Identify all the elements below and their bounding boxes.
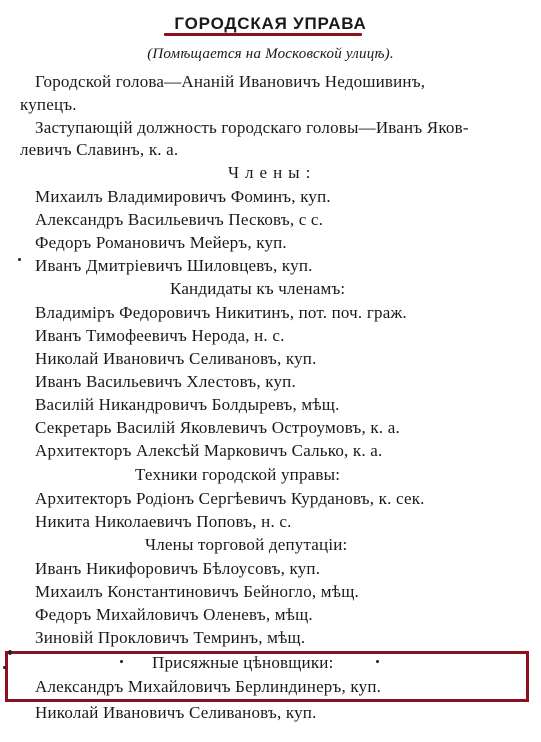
text-line: Зиновій Прокловичъ Темринъ, мѣщ. (35, 628, 306, 647)
text-line: Секретарь Василій Яковлевичъ Остроумовъ, к. а. (35, 418, 400, 437)
scan-speck (18, 258, 21, 261)
title-underline-highlight (164, 33, 362, 36)
text-line: Городской голова—Ананій Ивановичъ Недошивинъ, (35, 72, 426, 91)
text-line: купецъ. (20, 95, 77, 114)
text-line: Александръ Михайловичъ Берлиндинеръ, куп. (35, 677, 382, 696)
text-line: Михаилъ Владимировичъ Фоминъ, куп. (35, 187, 331, 206)
section-heading: Присяжные цѣновщики: (152, 653, 334, 672)
text-line: Федоръ Романовичъ Мейеръ, куп. (35, 233, 287, 252)
section-heading: Члены: (228, 163, 317, 182)
text-line: Иванъ Тимофеевичъ Нерода, н. с. (35, 326, 285, 345)
section-heading: Члены торговой депутаціи: (145, 535, 348, 554)
text-line: Никита Николаевичъ Поповъ, н. с. (35, 512, 292, 531)
text-line: Архитекторъ Алексѣй Марковичъ Салько, к. а. (35, 441, 383, 460)
page-title: ГОРОДСКАЯ УПРАВА (174, 14, 367, 33)
section-heading: Техники городской управы: (135, 465, 341, 484)
text-line: Иванъ Никифоровичъ Бѣлоусовъ, куп. (35, 559, 321, 578)
text-line: Василій Никандровичъ Болдыревъ, мѣщ. (35, 395, 340, 414)
text-line: Иванъ Васильевичъ Хлестовъ, куп. (35, 372, 296, 391)
text-line: Архитекторъ Родіонъ Сергѣевичъ Курдановъ, к. сек. (35, 489, 425, 508)
section-heading: Кандидаты къ членамъ: (170, 279, 346, 298)
text-line: Иванъ Дмитріевичъ Шиловцевъ, куп. (35, 256, 313, 275)
scan-speck (8, 650, 12, 655)
text-line: Федоръ Михайловичъ Оленевъ, мѣщ. (35, 605, 313, 624)
scan-speck (3, 666, 6, 669)
text-line: Александръ Васильевичъ Песковъ, с с. (35, 210, 324, 229)
scan-speck (376, 660, 379, 663)
scan-speck (120, 660, 123, 663)
subtitle: (Помѣщается на Московской улицѣ). (147, 46, 394, 62)
text-line: левичъ Славинъ, к. а. (20, 140, 179, 159)
text-line: Михаилъ Константиновичъ Бейноглo, мѣщ. (35, 582, 359, 601)
text-line: Заступающій должность городскаго головы—Иванъ Яков- (35, 118, 469, 137)
text-line: Николай Ивановичъ Селивановъ, куп. (35, 703, 317, 722)
text-line: Николай Ивановичъ Селивановъ, куп. (35, 349, 317, 368)
text-line: Владиміръ Федоровичъ Никитинъ, пот. поч. граж. (35, 303, 407, 322)
